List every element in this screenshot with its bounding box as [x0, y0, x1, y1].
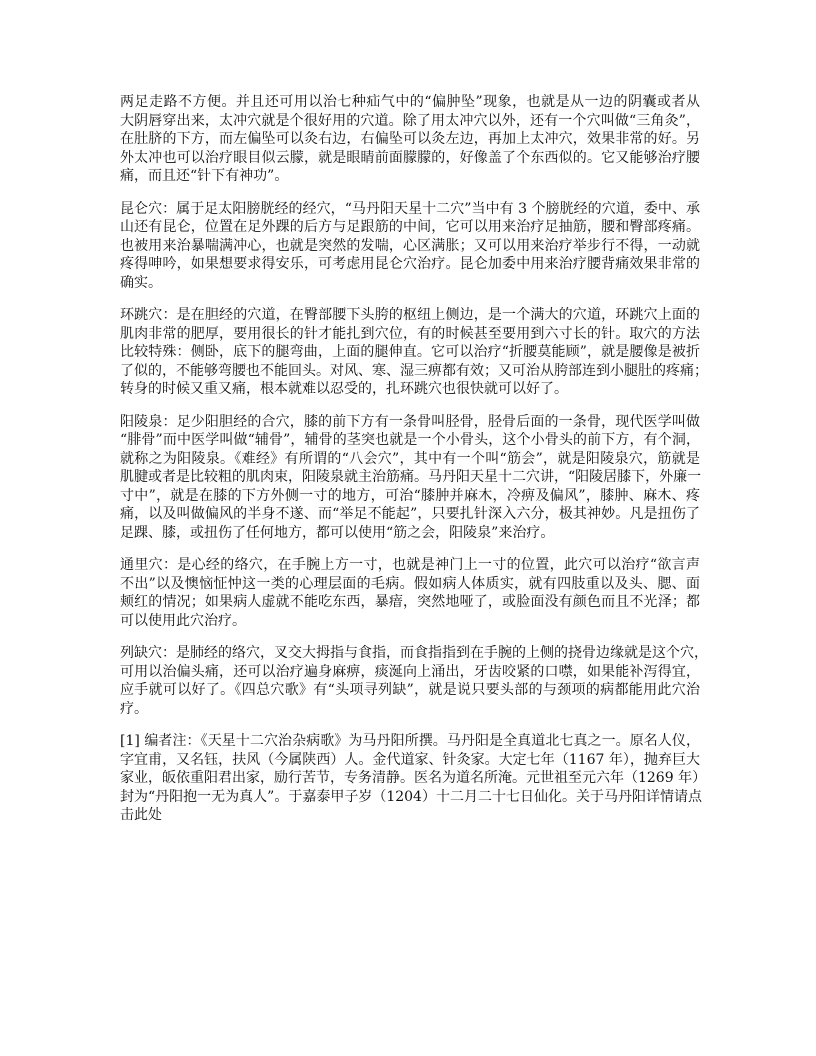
text-line: 可用以治偏头痛，还可以治疗遍身麻痹，痰涎向上涌出，牙齿咬紧的口噤，如果能补泻得宜，	[120, 663, 700, 680]
text-line: 阳陵泉：足少阳胆经的合穴，膝的前下方有一条骨叫胫骨，胫骨后面的一条骨，现代医学叫做	[120, 413, 700, 430]
text-line: 通里穴：是心经的络穴，在手腕上方一寸，也就是神门上一寸的位置，此穴可以治疗“欲言声	[120, 557, 700, 573]
text-line: 颊红的情况；如果病人虚就不能吃东西，暴瘖，突然地哑了，或脸面没有颜色而且不光泽；都	[120, 594, 700, 610]
footnote-1	[120, 732, 707, 825]
text-line: “腓骨”而中医学叫做“辅骨”，辅骨的茎突也就是一个小骨头，这个小骨头的前下方，有个洞，	[120, 432, 700, 448]
paragraph-yanglingquan	[120, 413, 700, 543]
text-line: 封为“丹阳抱一无为真人”。于嘉泰甲子岁（1204）十二月二十七日仙化。关于马丹阳详情请点	[120, 788, 702, 805]
text-line: 寸中”，就是在膝的下方外侧一寸的地方，可治“膝肿并麻木，冷痹及偏风”，膝肿、麻木、疼	[120, 487, 700, 504]
text-line: 转身的时候又重又痛，根本就难以忍受的，扎环跳穴也很快就可以好了。	[120, 381, 568, 397]
text-line: 山还有昆仑，位置在足外踝的后方与足跟筋的中间，它可以用来治疗足抽筋，腰和臀部疼痛。	[120, 219, 700, 235]
text-line: 可以使用此穴治疗。	[120, 612, 246, 629]
text-line: 字宜甫，又名钰，扶风（今属陕西）人。金代道家、针灸家。大定七年（1167 年），抛弃巨大	[120, 751, 700, 768]
text-line: 击此处	[120, 807, 162, 823]
text-line: 外太冲也可以治疗眼目似云朦，就是眼睛前面朦朦的，好像盖了个东西似的。它又能够治疗腰	[120, 149, 700, 166]
text-line: 昆仑穴：属于足太阳膀胱经的经穴，“马丹阳天星十二穴”当中有 3 个膀胱经的穴道，委中、承	[120, 200, 700, 217]
text-line: 痛，以及叫做偏风的半身不遂、而“举足不能起”，只要扎针深入六分，极其神妙。凡是扭伤了	[120, 506, 700, 522]
document-page	[120, 93, 708, 839]
text-line: [1] 编者注：《天星十二穴治杂病歌》为马丹阳所撰。马丹阳是全真道北七真之一。原名人仪，	[120, 733, 700, 749]
text-line: 家业，皈依重阳君出家，励行苦节，专务清静。医名为道名所淹。元世祖至元六年（1269 年）	[120, 770, 707, 786]
text-line: 在肚脐的下方，而左偏坠可以灸右边，右偏坠可以灸左边，再加上太冲穴，效果非常的好。另	[120, 131, 700, 147]
paragraph-huantiao	[120, 306, 708, 399]
text-line: 不出”以及懊恼怔忡这一类的心理层面的毛病。假如病人体质实，就有四肢重以及头、腮、面	[120, 575, 700, 592]
text-line: 确实。	[120, 274, 162, 291]
paragraph-taichong-cont	[120, 93, 700, 186]
text-line: 就称之为阳陵泉。《难经》有所谓的“八会穴”，其中有一个叫“筋会”，就是阳陵泉穴，筋就是	[120, 450, 700, 467]
text-line: 肌腱或者是比较粗的肌肉束，阳陵泉就主治筋痛。马丹阳天星十二穴讲，“阳陵居膝下，外廉一	[120, 469, 702, 485]
paragraph-lieque	[120, 644, 708, 718]
paragraph-kunlun	[120, 200, 700, 293]
paragraph-tongli	[120, 556, 700, 630]
text-line: 比较特殊：侧卧，底下的腿弯曲，上面的腿伸直。它可以治疗“折腰莫能顾”，就是腰像是被折	[120, 344, 700, 360]
text-line: 疼得呻吟，如果想要求得安乐，可考虑用昆仑穴治疗。昆仑加委中用来治疗腰背痛效果非常的	[120, 256, 700, 272]
text-line: 肌肉非常的肥厚，要用很长的针才能扎到穴位，有的时候甚至要用到六寸长的针。取穴的方法	[120, 325, 700, 342]
text-line: 两足走路不方便。并且还可用以治七种疝气中的“偏肿坠”现象，也就是从一边的阴囊或者从	[120, 94, 700, 110]
text-line: 痛，而且还“针下有神功”。	[120, 168, 289, 184]
text-line: 足踝、膝，或扭伤了任何地方，都可以使用“筋之会，阳陵泉”来治疗。	[120, 524, 555, 541]
text-line: 也被用来治暴喘满冲心，也就是突然的发喘，心区满胀；又可以用来治疗举步行不得，一动就	[120, 237, 700, 254]
text-line: 环跳穴：是在胆经的穴道，在臀部腰下头胯的枢纽上侧边，是一个满大的穴道，环跳穴上面的	[120, 307, 700, 323]
text-line: 大阴唇穿出来，太冲穴就是个很好用的穴道。除了用太冲穴以外，还有一个穴叫做“三角灸”，	[120, 112, 700, 129]
text-line: 应手就可以好了。《四总穴歌》有“头项寻列缺”，就是说只要头部的与颈项的病都能用此穴治	[120, 682, 700, 698]
text-line: 疗。	[120, 700, 148, 717]
text-line: 列缺穴：是肺经的络穴，叉交大拇指与食指，而食指指到在手腕的上侧的挠骨边缘就是这个穴，	[120, 645, 708, 661]
text-line: 了似的，不能够弯腰也不能回头。对风、寒、湿三痹都有效；又可治从胯部连到小腿肚的疼痛；	[120, 362, 708, 379]
